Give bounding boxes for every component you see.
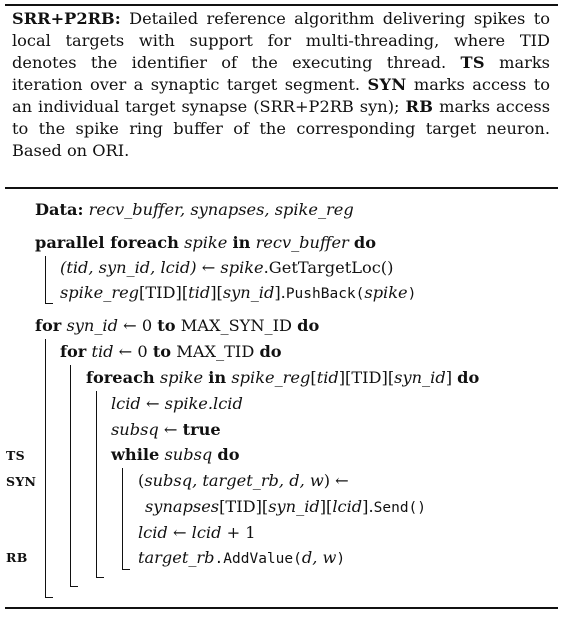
caption-text-4: marks access to the spike ring buffer of the corresponding target neuron. Based on ORI.	[12, 97, 551, 160]
caption-ts-tag: TS	[460, 53, 485, 72]
send-result-line: (subsq, target_rb, d, w) ←	[138, 471, 349, 490]
add-value-line: target_rb.AddValue(d, w)	[138, 548, 346, 567]
algorithm-caption	[12, 8, 550, 162]
caption-text-1: Detailed reference algorithm delivering spikes to local targets with support for multi-threading, where TID denotes the identifier of the executing thread.	[12, 9, 550, 72]
get-target-loc-line: (tid, syn_id, lcid) ← spike.GetTargetLoc()	[60, 258, 394, 277]
label-ts: TS	[6, 448, 25, 463]
lcid-assign-line: lcid ← spike.lcid	[111, 394, 243, 413]
bracket-while	[122, 468, 123, 570]
caption-text-2: marks iteration over a synaptic target segment.	[12, 53, 550, 94]
for-syn-id-line: for syn_id ← 0 to MAX_SYN_ID do	[35, 316, 320, 335]
bracket-for-tid	[70, 365, 71, 587]
push-back-line: spike_reg[TID][tid][syn_id].PushBack(spike)	[60, 283, 417, 302]
parallel-foreach-line: parallel foreach spike in recv_buffer do	[35, 233, 377, 252]
lcid-increment-line: lcid ← lcid + 1	[138, 523, 256, 542]
subsq-assign-line: subsq ← true	[111, 420, 221, 439]
top-rule	[5, 4, 558, 6]
for-tid-line: for tid ← 0 to MAX_TID do	[60, 342, 282, 361]
label-rb: RB	[6, 550, 28, 565]
while-subsq-line: while subsq do	[111, 445, 240, 464]
foreach-spike-line: foreach spike in spike_reg[tid][TID][syn_id] do	[86, 368, 480, 387]
bottom-rule	[5, 607, 558, 609]
bracket-for-syn-id	[45, 339, 46, 598]
middle-rule	[5, 187, 558, 189]
data-line: Data: recv_buffer, synapses, spike_reg	[35, 200, 354, 219]
caption-syn-tag: SYN	[367, 75, 407, 94]
caption-rb-tag: RB	[405, 97, 434, 116]
synapse-send-line: synapses[TID][syn_id][lcid].Send()	[145, 497, 427, 516]
bracket-foreach-spike	[96, 391, 97, 578]
caption-title: SRR+P2RB:	[12, 9, 121, 28]
caption-text-3: marks access to an individual target synapse (SRR+P2RB syn);	[12, 75, 550, 116]
label-syn: SYN	[6, 474, 37, 489]
bracket-parallel-foreach	[45, 256, 46, 304]
